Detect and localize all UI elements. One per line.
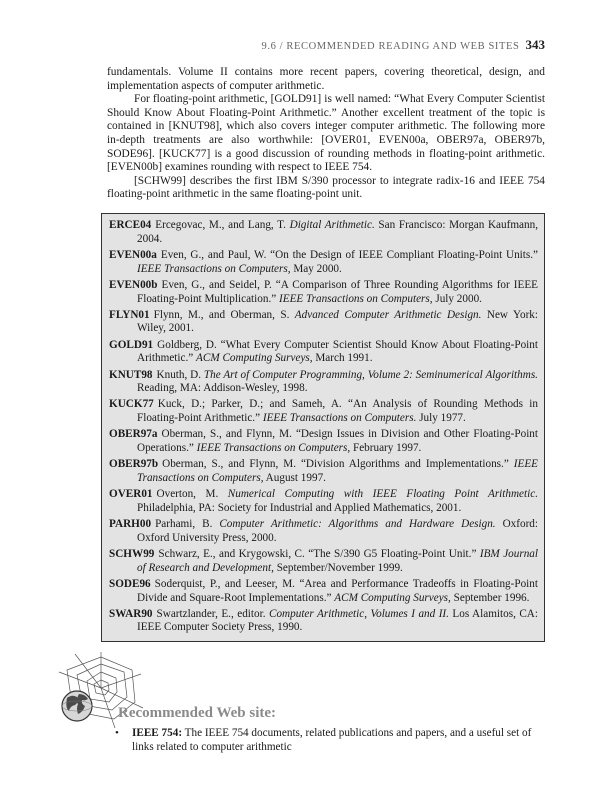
reference-tag: OBER97b <box>109 458 159 471</box>
reference-title: IEEE Transactions on Computers. <box>262 412 417 425</box>
reference-title: Numerical Computing with IEEE Floating Point Arithmetic. <box>227 488 539 501</box>
reference-text: Ercegovac, M., and Lang, T. <box>155 219 290 231</box>
reference-tag: OBER97a <box>109 428 158 441</box>
reference-title: IEEE Transactions on Computers, <box>137 262 291 275</box>
reference-tag: SODE96 <box>109 577 151 590</box>
reference-text: Oxford: Oxford University Press, 2000. <box>137 518 538 544</box>
reference-text: Flynn, M., and Oberman, S. <box>153 308 295 321</box>
reference-entry <box>109 578 538 605</box>
reference-entry <box>109 458 538 485</box>
reference-title: IEEE Transactions on Computers, <box>279 292 433 305</box>
recommended-web-site-heading: Recommended Web site: <box>118 705 277 721</box>
reference-entry <box>109 548 538 575</box>
page-number: 343 <box>525 37 545 52</box>
reference-title: ACM Computing Surveys, <box>196 352 313 365</box>
reference-tag: GOLD91 <box>109 338 154 351</box>
reference-text: March 1991. <box>312 352 373 365</box>
reference-entry <box>109 428 538 455</box>
paragraph-2: For floating-point arithmetic, [GOLD91] is well named: “What Every Computer Scientist Should Know About Floating-Point Arithmetic.” Another excellent treatment of the topic is contained in [KNUT98], which also covers integer computer arithmetic. The following more in-depth treatments are also worthwhile: [OVER01, EVEN00a, OBER97a, OBER97b, SODE96]. [KUCK77] is a good discussion of rounding methods in floating-point arithmetic. [EVEN00b] examines rounding with respect to IEEE 754. <box>107 93 545 174</box>
reference-title: IBM Journal of Research and Development, <box>137 547 538 574</box>
reference-text: February 1997. <box>350 442 422 455</box>
reference-text: July 1977. <box>416 412 466 425</box>
running-head-title: 9.6 / RECOMMENDED READING AND WEB SITES <box>261 41 520 52</box>
body-text <box>107 66 545 202</box>
reference-title: Advanced Computer Arithmetic Design. <box>294 308 482 321</box>
reference-text: New York: Wiley, 2001. <box>137 308 538 335</box>
reference-entry <box>109 398 538 425</box>
reference-tag: KUCK77 <box>109 398 154 411</box>
reference-tag: OVER01 <box>109 488 153 501</box>
reference-entry <box>109 279 538 306</box>
reference-list-box <box>101 213 545 642</box>
reference-text: August 1997. <box>263 471 326 484</box>
reference-text: Goldberg, D. “What Every Computer Scientist Should Know About Floating-Point Arithmetic.” <box>137 338 538 365</box>
reference-tag: EVEN00b <box>109 278 158 291</box>
bullet-icon: • <box>115 727 119 739</box>
reference-text: May 2000. <box>290 262 342 275</box>
reference-text: Oberman, S., and Flynn, M. “Design Issues in Division and Other Floating-Point Operations.” <box>137 428 538 455</box>
reference-tag: ERCE04 <box>109 219 152 231</box>
reference-title: IEEE Transactions on Computers, <box>196 442 351 455</box>
reference-text: July 2000. <box>432 292 482 305</box>
reference-text: Reading, MA: Addison-Wesley, 1998. <box>137 382 308 395</box>
reference-entry <box>109 249 538 276</box>
reference-text: San Francisco: Morgan Kaufmann, 2004. <box>137 219 538 245</box>
paragraph-1: fundamentals. Volume II contains more recent papers, covering theoretical, design, and implementation aspects of computer arithmetic. <box>107 66 545 92</box>
reference-text: Parhami, B. <box>155 518 220 531</box>
reference-tag: PARH00 <box>109 518 152 531</box>
reference-entry <box>109 608 538 635</box>
reference-text: Even, G., and Seidel, P. “A Comparison of Three Rounding Algorithms for IEEE Floating-Point Multiplication.” <box>137 278 538 305</box>
reference-entry <box>109 339 538 366</box>
reference-text: September 1996. <box>450 591 530 604</box>
reference-text: Philadelphia, PA: Society for Industrial and Applied Mathematics, 2001. <box>137 501 462 514</box>
reference-text: Los Alamitos, CA: IEEE Computer Society Press, 1990. <box>137 607 538 634</box>
reference-text: Even, G., and Paul, W. “On the Design of IEEE Compliant Floating-Point Units.” <box>160 248 538 261</box>
reference-title: Digital Arithmetic. <box>289 219 375 231</box>
reference-text: Soderquist, P., and Leeser, M. “Area and Performance Tradeoffs in Floating-Point Divide and Square-Root Implementations.” <box>137 577 538 604</box>
running-header <box>0 37 545 53</box>
reference-title: The Art of Computer Programming, Volume 2: Seminumerical Algorithms. <box>203 368 538 381</box>
globe-icon <box>62 691 92 721</box>
reference-entry <box>109 518 538 545</box>
reference-tag: EVEN00a <box>109 248 157 261</box>
reference-entry <box>109 488 538 515</box>
web-site-description <box>115 727 545 754</box>
web-site-text: The IEEE 754 documents, related publications and papers, and a useful set of links related to computer arithmetic <box>132 727 532 753</box>
reference-title: IEEE Transactions on Computers, <box>137 458 538 484</box>
reference-tag: SCHW99 <box>109 547 155 560</box>
reference-title: Computer Arithmetic, Volumes I and II. <box>269 607 449 620</box>
reference-text: Overton, M. <box>156 488 228 501</box>
reference-tag: KNUT98 <box>109 368 153 381</box>
reference-title: ACM Computing Surveys, <box>334 591 451 604</box>
reference-text: Kuck, D.; Parker, D.; and Sameh, A. “An Analysis of Rounding Methods in Floating-Point Arithmetic.” <box>137 398 538 425</box>
reference-text: September/November 1999. <box>273 561 403 574</box>
reference-entry <box>109 369 538 396</box>
reference-text: Oberman, S., and Flynn, M. “Division Algorithms and Implementations.” <box>162 458 514 471</box>
reference-text: Schwarz, E., and Krygowski, C. “The S/390 G5 Floating-Point Unit.” <box>158 547 480 560</box>
reference-text: Swartzlander, E., editor. <box>156 607 269 620</box>
reference-entry <box>109 219 538 246</box>
web-site-label: IEEE 754: <box>132 727 183 739</box>
reference-text: Knuth, D. <box>156 368 204 381</box>
paragraph-3: [SCHW99] describes the first IBM S/390 processor to integrate radix-16 and IEEE 754 floating-point arithmetic in the same floating-point unit. <box>107 174 545 201</box>
reference-title: Computer Arithmetic: Algorithms and Hardware Design. <box>219 518 496 531</box>
reference-tag: SWAR90 <box>109 607 153 620</box>
web-site-list-item <box>115 727 545 754</box>
reference-entry <box>109 309 538 336</box>
reference-tag: FLYN01 <box>109 308 150 321</box>
